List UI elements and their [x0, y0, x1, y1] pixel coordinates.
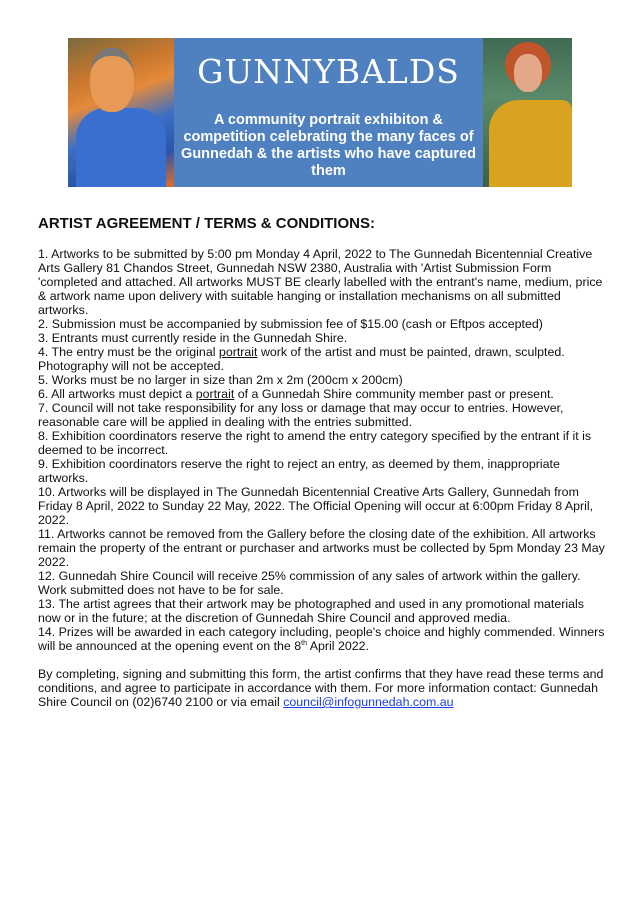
term-text: of a Gunnedah Shire community member past or present. [234, 387, 554, 401]
closing-text: By completing, signing and submitting this form, the artist confirms that they have read these terms and conditions, and agree to participate in accordance with them. For more information contact: Gunnedah Shire Council on (02)6740 2100 or via email [38, 667, 604, 709]
term-item: 3. Entrants must currently reside in the Gunnedah Shire. [38, 331, 348, 345]
term-item: 10. Artworks will be displayed in The Gunnedah Bicentennial Creative Arts Gallery, Gunnedah from Friday 8 April, 2022 to Sunday 22 May, 2022. The Official Opening will occur at 6:00pm Friday 8 April, 2022. [38, 485, 594, 527]
term-item: 13. The artist agrees that their artwork may be photographed and used in any promotional materials now or in the future; at the discretion of Gunnedah Shire Council and approved media. [38, 597, 584, 625]
page-heading: ARTIST AGREEMENT / TERMS & CONDITIONS: [38, 215, 375, 232]
term-text: April 2022. [307, 639, 370, 653]
banner-tagline: A community portrait exhibiton & competition celebrating the many faces of Gunnedah & the artists who have captured them [181, 112, 476, 179]
contact-email-link[interactable]: council@infogunnedah.com.au [283, 695, 454, 709]
term-item: 9. Exhibition coordinators reserve the right to reject an entry, as deemed by them, inappropriate artworks. [38, 457, 560, 485]
term-item: 2. Submission must be accompanied by submission fee of $15.00 (cash or Eftpos accepted) [38, 317, 543, 331]
term-item: 1. Artworks to be submitted by 5:00 pm Monday 4 April, 2022 to The Gunnedah Bicentennial Creative Arts Gallery 81 Chandos Street, Gunnedah NSW 2380, Australia with 'Artist Submission Form 'completed and attached. All artworks MUST BE clearly labelled with the entrant's name, medium, price & artwork name upon delivery with suitable hanging or installation mechanisms on all submitted artworks. [38, 247, 603, 317]
term-text: 14. Prizes will be awarded in each category including, people's choice and highly commended. Winners will be announced at the opening event on the 8 [38, 625, 605, 653]
portrait-painting-woman [483, 38, 572, 187]
term-item: 7. Council will not take responsibility for any loss or damage that may occur to entries. However, reasonable care will be applied in dealing with the entries submitted. [38, 401, 564, 429]
term-text: 4. The entry must be the original [38, 345, 219, 359]
term-item [38, 625, 608, 653]
term-emphasis: portrait [218, 345, 258, 359]
banner-title: GUNNYBALDS [197, 52, 460, 91]
term-item: 8. Exhibition coordinators reserve the right to amend the entry category specified by the entrant if it is deemed to be incorrect. [38, 429, 592, 457]
terms-list [38, 247, 608, 653]
closing-paragraph [38, 667, 608, 709]
term-text: work of the artist and must be painted, drawn, sculpted. Photography will not be accepted. [38, 345, 565, 373]
term-text: 6. All artworks must depict a [38, 387, 196, 401]
document-body [38, 247, 608, 709]
ordinal-suffix: th [301, 639, 308, 647]
term-item: 12. Gunnedah Shire Council will receive 25% commission of any sales of artwork within the gallery. Work submitted does not have to be for sale. [38, 569, 581, 597]
term-emphasis: portrait [195, 387, 235, 401]
term-item [38, 387, 608, 401]
term-item [38, 345, 608, 373]
gunnybalds-banner [68, 38, 572, 187]
term-item: 11. Artworks cannot be removed from the Gallery before the closing date of the exhibition. All artworks remain the property of the entrant or purchaser and artworks must be collected by 5pm Monday 23 May 2022. [38, 527, 605, 569]
term-item: 5. Works must be no larger in size than 2m x 2m (200cm x 200cm) [38, 373, 403, 387]
portrait-painting-man [68, 38, 174, 187]
